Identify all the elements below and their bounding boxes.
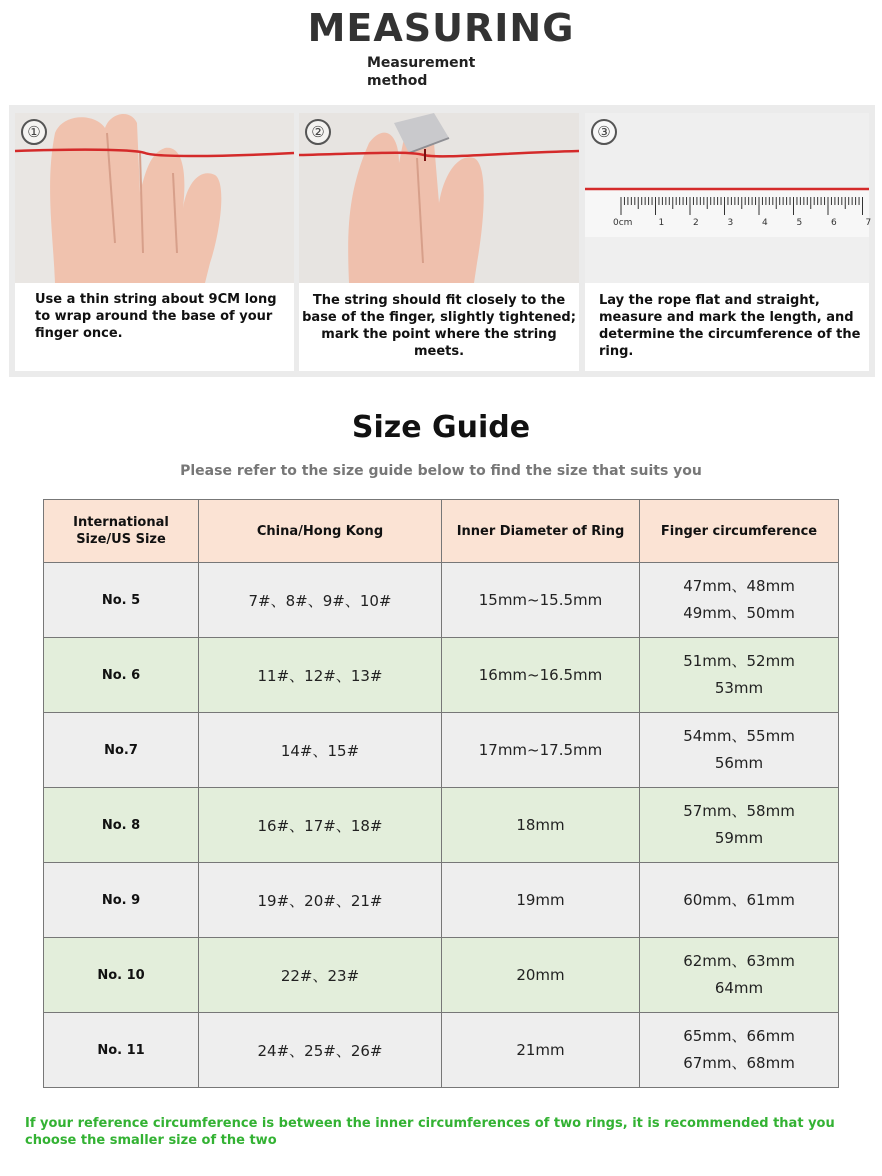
us-size-cell: No. 8 (44, 788, 199, 863)
table-row (44, 788, 839, 863)
column-header: China/Hong Kong (199, 500, 442, 563)
step-description: The string should fit closely to the base of the finger, slightly tightened; mark the point where the string meets. (302, 293, 576, 359)
column-header: Finger circumference (640, 500, 839, 563)
finger-circumference-cell (640, 938, 839, 1013)
finger-circumference-cell (640, 638, 839, 713)
size-guide-subtitle: Please refer to the size guide below to find the size that suits you (180, 463, 702, 479)
china-size-cell: 7#、8#、9#、10# (199, 563, 442, 638)
ruler-tick-label: 6 (831, 218, 837, 228)
inner-diameter-cell: 17mm~17.5mm (442, 713, 640, 788)
ruler-tick-label: 3 (727, 218, 734, 228)
circumference-line: 65mm、66mm (683, 1027, 795, 1045)
step-description: Use a thin string about 9CM long to wrap around the base of your finger once. (35, 292, 277, 341)
circumference-line: 59mm (714, 829, 764, 847)
circumference-line: 56mm (714, 754, 764, 772)
circumference-line: 49mm、50mm (683, 604, 795, 622)
size-table (43, 499, 839, 1088)
size-recommendation-note: If your reference circumference is between the inner circumferences of two rings, it is recommended that you choose the smaller size of the two (25, 1116, 835, 1148)
column-header: International Size/US Size (44, 500, 199, 563)
step-description: Lay the rope flat and straight, measure and mark the length, and determine the circumference of the ring. (599, 293, 861, 359)
circumference-line: 67mm、68mm (683, 1054, 795, 1072)
circumference-line: 57mm、58mm (683, 802, 795, 820)
china-size-cell: 22#、23# (199, 938, 442, 1013)
table-row (44, 863, 839, 938)
step-2 (299, 113, 579, 371)
page-title: MEASURING (307, 6, 575, 50)
ruler-unit-label: 0cm (613, 218, 633, 228)
finger-circumference-cell (640, 863, 839, 938)
china-size-cell: 16#、17#、18# (199, 788, 442, 863)
ruler-photo (585, 113, 872, 283)
ruler-tick-label: 4 (762, 218, 768, 228)
inner-diameter-cell: 16mm~16.5mm (442, 638, 640, 713)
china-size-cell: 24#、25#、26# (199, 1013, 442, 1088)
circumference-line: 51mm、52mm (683, 652, 795, 670)
step-number-badge: ③ (591, 119, 617, 145)
finger-circumference-cell (640, 788, 839, 863)
finger-wrap-photo (15, 113, 294, 283)
circumference-line: 47mm、48mm (683, 577, 795, 595)
ruler-tick-label: 7 (865, 218, 872, 228)
step-number-badge: ① (21, 119, 47, 145)
china-size-cell: 19#、20#、21# (199, 863, 442, 938)
us-size-cell: No. 9 (44, 863, 199, 938)
us-size-cell: No. 10 (44, 938, 199, 1013)
string-mark-photo (299, 113, 579, 283)
us-size-cell: No. 6 (44, 638, 199, 713)
step-3 (585, 113, 872, 371)
circumference-line: 53mm (714, 679, 764, 697)
inner-diameter-cell: 19mm (442, 863, 640, 938)
china-size-cell: 14#、15# (199, 713, 442, 788)
page-subtitle: Measurement method (367, 55, 476, 89)
finger-circumference-cell (640, 713, 839, 788)
circumference-line: 62mm、63mm (683, 952, 795, 970)
size-table-body (44, 563, 839, 1088)
table-row (44, 713, 839, 788)
us-size-cell: No. 11 (44, 1013, 199, 1088)
table-header-row (44, 500, 839, 563)
step-number-badge: ② (305, 119, 331, 145)
table-row (44, 1013, 839, 1088)
inner-diameter-cell: 21mm (442, 1013, 640, 1088)
circumference-line: 60mm、61mm (683, 890, 795, 909)
size-guide-title: Size Guide (351, 410, 531, 445)
table-row (44, 938, 839, 1013)
ruler-tick-label: 5 (796, 218, 803, 228)
step-1 (15, 113, 294, 371)
finger-circumference-cell (640, 563, 839, 638)
finger-circumference-cell (640, 1013, 839, 1088)
circumference-line: 64mm (714, 979, 764, 997)
column-header: Inner Diameter of Ring (442, 500, 640, 563)
inner-diameter-cell: 15mm~15.5mm (442, 563, 640, 638)
us-size-cell: No. 5 (44, 563, 199, 638)
us-size-cell: No.7 (44, 713, 199, 788)
table-row (44, 563, 839, 638)
inner-diameter-cell: 18mm (442, 788, 640, 863)
china-size-cell: 11#、12#、13# (199, 638, 442, 713)
circumference-line: 54mm、55mm (683, 727, 795, 745)
ruler-tick-label: 2 (693, 218, 699, 228)
measuring-steps-panel (9, 105, 875, 377)
inner-diameter-cell: 20mm (442, 938, 640, 1013)
ruler-tick-label: 1 (658, 218, 665, 228)
table-row (44, 638, 839, 713)
